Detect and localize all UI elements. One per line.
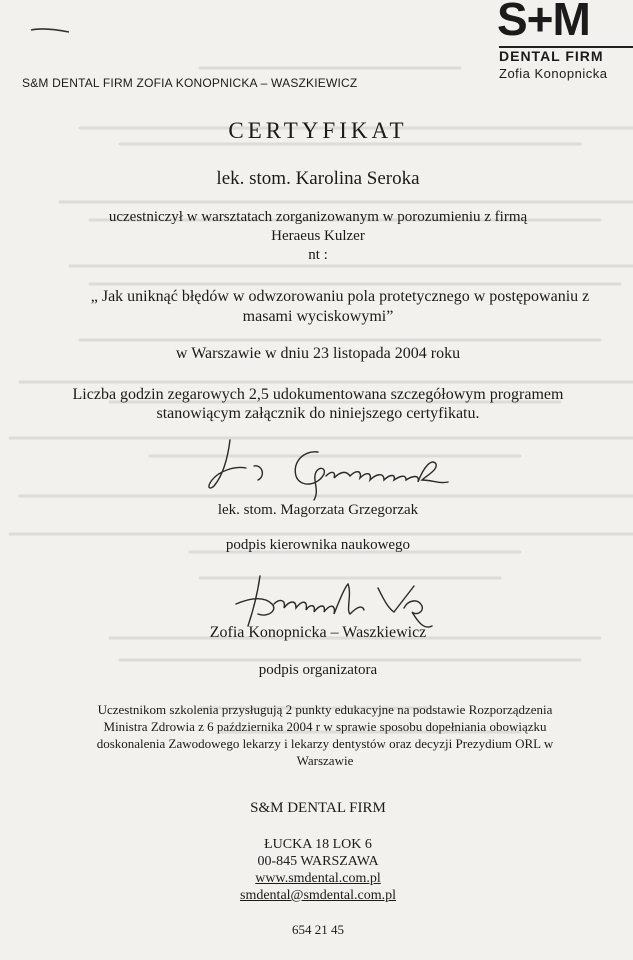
pen-mark [30,24,70,34]
footer-website-link[interactable]: www.smdental.com.pl [255,871,381,886]
points-line-1: Uczestnikom szkolenia przysługują 2 punkty edukacyjne na podstawie Rozporządzenia [97,702,553,717]
scientific-head-role: podpis kierownika naukowego [225,537,411,553]
participation-text: uczestniczył w warsztatach zorganizowanym w porozumieniu z firmą [108,209,528,225]
footer-firm-name: S&M DENTAL FIRM [250,800,386,816]
organizer-role: podpis organizatora [258,662,378,678]
footer-street: ŁUCKA 18 LOK 6 [264,837,372,852]
hours-line-1: Liczba godzin zegarowych 2,5 udokumentowana szczegółowym programem [72,386,564,403]
certificate-title: CERTYFIKAT [228,118,408,143]
points-line-4: Warszawie [296,753,354,768]
topic-line-1: „ Jak uniknąć błędów w odwzorowaniu pola protetycznego w postępowaniu z [90,288,590,305]
footer-email-link[interactable]: smdental@smdental.com.pl [240,888,396,903]
recipient-name: lek. stom. Karolina Seroka [216,168,420,189]
organizer-name: Zofia Konopnicka – Waszkiewicz [209,624,427,641]
footer-city: 00-845 WARSZAWA [257,854,379,869]
topic-label: nt : [308,247,328,263]
company-logo [497,0,633,82]
logo-firm-name: DENTAL FIRM [499,48,604,64]
points-line-2: Ministra Zdrowia z 6 października 2004 r w sprawie sposobu dopełniania obowiązku [103,719,547,734]
education-points-notice [40,701,610,769]
logo-mark: S+M [497,0,590,45]
footer-phone: 654 21 45 [292,922,344,937]
partner-company: Heraeus Kulzer [271,228,365,244]
topic-line-2: masami wyciskowymi” [242,308,394,325]
scientific-head-name: lek. stom. Magorzata Grzegorzak [217,502,419,518]
event-date: w Warszawie w dniu 23 listopada 2004 roku [175,345,461,362]
points-line-3: doskonalenia Zawodowego lekarzy i lekarzy dentystów oraz decyzji Prezydium ORL w [96,736,554,751]
hours-line-2: stanowiącym załącznik do niniejszego certyfikatu. [156,405,480,422]
logo-owner-name: Zofia Konopnicka [499,66,608,81]
organizer-header: S&M DENTAL FIRM ZOFIA KONOPNICKA – WASZKIEWICZ [22,76,358,90]
scientific-head-signature [200,436,480,506]
